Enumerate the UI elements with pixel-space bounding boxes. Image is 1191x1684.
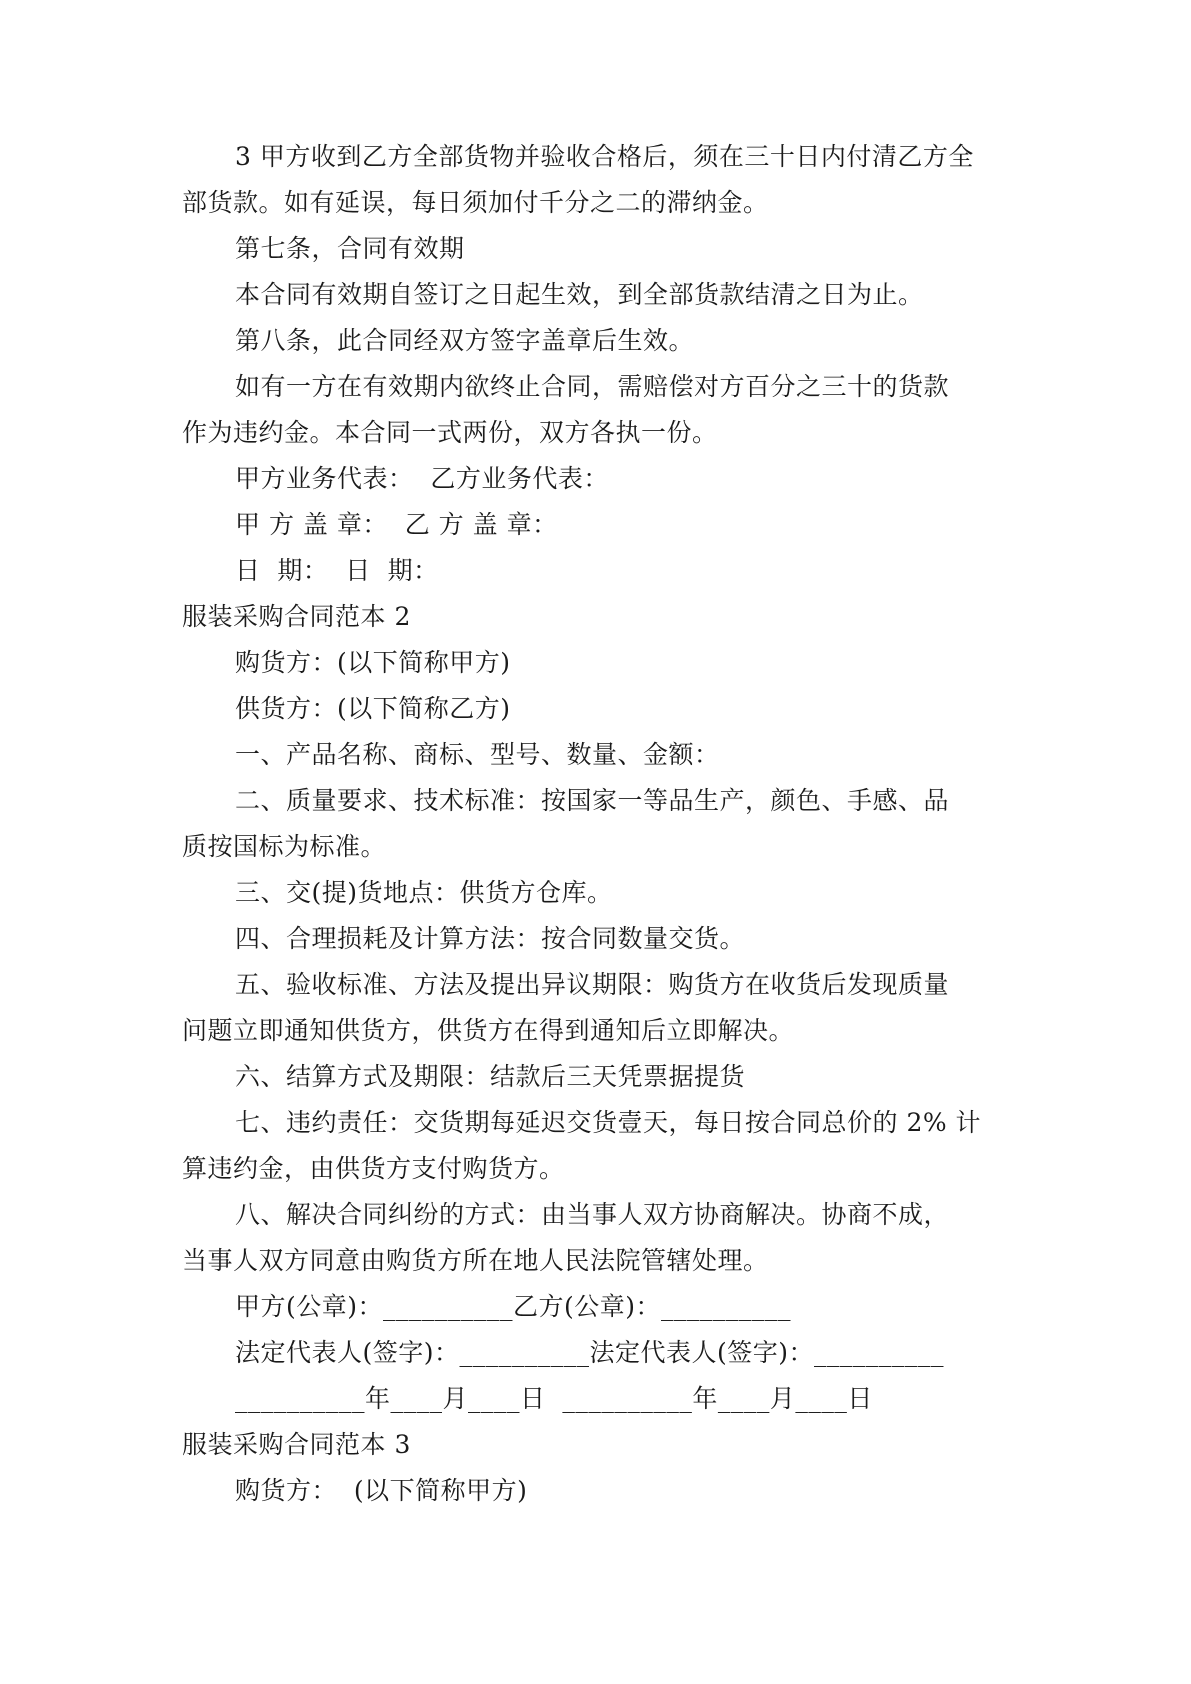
paragraph-line: 购货方：(以下简称甲方) (235, 648, 511, 677)
paragraph-line: 问题立即通知供货方，供货方在得到通知后立即解决。 (182, 1016, 795, 1045)
paragraph-line: 二、质量要求、技术标准：按国家一等品生产，颜色、手感、品 (235, 786, 950, 815)
signature-line: 甲方业务代表： 乙方业务代表： (235, 464, 609, 493)
document-title: 服装采购合同范本 3 (182, 1430, 411, 1459)
signature-line: 甲方(公章)：__________乙方(公章)：__________ (235, 1292, 792, 1321)
paragraph-line: 算违约金，由供货方支付购货方。 (182, 1154, 565, 1183)
document-title: 服装采购合同范本 2 (182, 602, 411, 631)
paragraph-line: 当事人双方同意由购货方所在地人民法院管辖处理。 (182, 1246, 769, 1275)
paragraph-line: 本合同有效期自签订之日起生效，到全部货款结清之日为止。 (235, 280, 924, 309)
signature-line: 甲 方 盖 章： 乙 方 盖 章： (235, 510, 558, 539)
paragraph-line: 三、交(提)货地点：供货方仓库。 (235, 878, 613, 907)
paragraph-line: 部货款。如有延误，每日须加付千分之二的滞纳金。 (182, 188, 769, 217)
date-line: __________年____月____日 __________年____月____日 (235, 1384, 873, 1413)
paragraph-line: 七、违约责任：交货期每延迟交货壹天，每日按合同总价的 2% 计 (235, 1108, 982, 1137)
signature-line: 日 期： 日 期： (235, 556, 439, 585)
paragraph-line: 六、结算方式及期限：结款后三天凭票据提货 (235, 1062, 746, 1091)
paragraph-line: 一、产品名称、商标、型号、数量、金额： (235, 740, 720, 769)
paragraph-line: 购货方： (以下简称甲方) (235, 1476, 528, 1505)
paragraph-line: 四、合理损耗及计算方法：按合同数量交货。 (235, 924, 746, 953)
paragraph-line: 供货方：(以下简称乙方) (235, 694, 511, 723)
paragraph-line: 质按国标为标准。 (182, 832, 387, 861)
paragraph-line: 八、解决合同纠纷的方式：由当事人双方协商解决。协商不成， (235, 1200, 950, 1229)
section-heading: 第八条，此合同经双方签字盖章后生效。 (235, 326, 695, 355)
signature-line: 法定代表人(签字)：__________法定代表人(签字)：__________ (235, 1338, 945, 1367)
paragraph-line: 如有一方在有效期内欲终止合同，需赔偿对方百分之三十的货款 (235, 372, 950, 401)
section-heading: 第七条，合同有效期 (235, 234, 465, 263)
paragraph-line: 3 甲方收到乙方全部货物并验收合格后，须在三十日内付清乙方全 (235, 142, 974, 171)
paragraph-line: 作为违约金。本合同一式两份，双方各执一份。 (182, 418, 718, 447)
paragraph-line: 五、验收标准、方法及提出异议期限：购货方在收货后发现质量 (235, 970, 950, 999)
